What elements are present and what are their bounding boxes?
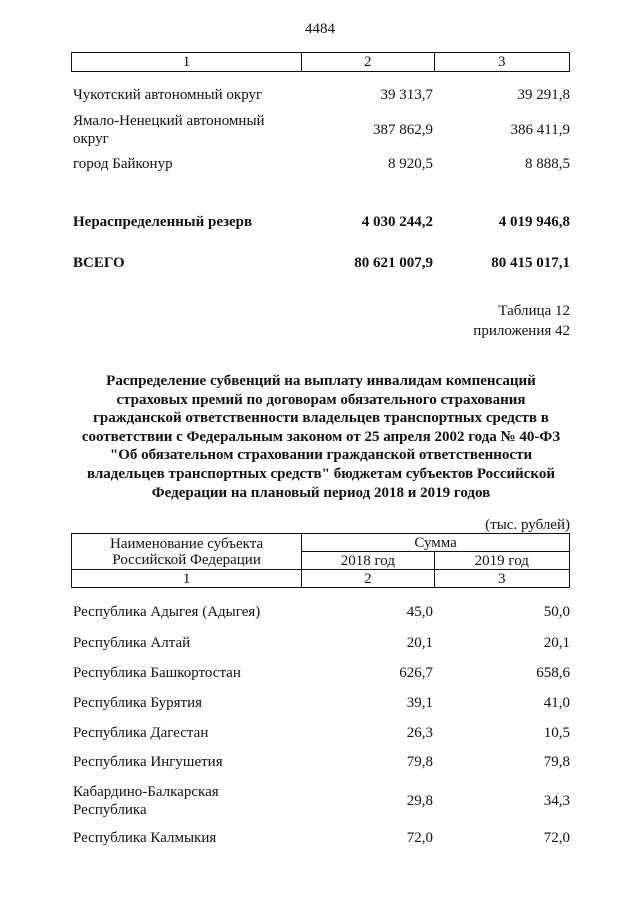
table-note-line-2: приложения 42 [473,323,570,339]
region-name: Республика Калмыкия [73,830,217,846]
region-name: Республика Бурятия [73,695,203,711]
title-line: "Об обязательном страховании гражданской ответственности [109,447,533,464]
region-name: Республика Башкортостан [73,665,241,681]
value-2018: 79,8 [406,754,433,770]
value-2018: 39,1 [406,695,433,711]
total-label: ВСЕГО [73,255,125,271]
units-label: (тыс. рублей) [485,517,570,533]
value-3: 4 019 946,8 [498,214,570,230]
value-2: 8 920,5 [388,156,433,172]
region-name: Республика Ингушетия [73,754,223,770]
header-line: Наименование субъекта [110,535,264,552]
value-2019: 34,3 [543,793,570,809]
value-2019: 72,0 [543,830,570,846]
title-line: Федерации на плановый период 2018 и 2019 годов [151,484,491,501]
region-name: Республика Дагестан [73,725,209,741]
value-2019: 79,8 [543,754,570,770]
value-2018: 45,0 [406,604,433,620]
value-2019: 50,0 [543,604,570,620]
value-2018: 72,0 [406,830,433,846]
header-col-2: 2 [302,570,434,588]
subvention-table-header [71,533,570,588]
title-line: Распределение субвенций на выплату инвалидам компенсаций [106,373,536,389]
header-col-3: 3 [434,570,569,588]
value-2: 80 621 007,9 [354,255,433,271]
title-line: страховых премий по договорам обязательного страхования [116,391,526,408]
region-name: Чукотский автономный округ [73,87,263,103]
header-col-1: 1 [72,570,302,588]
value-2019: 20,1 [543,635,570,651]
value-2018: 26,3 [406,725,433,741]
title-line: гражданской ответственности владельцев транспортных средств в [93,410,549,427]
value-2: 39 313,7 [380,87,433,103]
sum-header: Сумма [302,534,570,552]
year-2018-header: 2018 год [302,552,434,570]
region-name: Республика Алтай [73,635,191,651]
year-2019-header: 2019 год [434,552,569,570]
region-name-header [72,534,302,570]
header-col-2: 2 [302,53,434,72]
header-col-3: 3 [434,53,569,72]
region-name: Кабардино-Балкарская Республика [73,784,219,818]
document-title [80,372,562,502]
value-2: 387 862,9 [373,122,433,138]
value-2019: 658,6 [536,665,570,681]
value-2018: 29,8 [406,793,433,809]
value-2019: 10,5 [543,725,570,741]
value-3: 80 415 017,1 [491,255,570,271]
value-2: 4 030 244,2 [361,214,433,230]
table-note-line-1: Таблица 12 [498,303,570,319]
value-2019: 41,0 [543,695,570,711]
title-line: владельцев транспортных средств" бюджетам субъектов Российской [86,465,556,482]
title-line: соответствии с Федеральным законом от 25 апреля 2002 года № 40-ФЗ [81,428,561,445]
region-name: Республика Адыгея (Адыгея) [73,604,261,620]
header-col-1: 1 [72,53,302,72]
header-line: Российской Федерации [112,551,261,568]
continuation-table-header [71,52,570,72]
page-number: 4484 [305,21,335,37]
reserve-label: Нераспределенный резерв [73,214,253,230]
value-2018: 20,1 [406,635,433,651]
value-3: 8 888,5 [525,156,570,172]
region-name: Ямало-Ненецкий автономный округ [73,113,265,147]
value-2018: 626,7 [399,665,433,681]
value-3: 39 291,8 [517,87,570,103]
value-3: 386 411,9 [510,122,570,138]
region-name: город Байконур [73,156,173,172]
